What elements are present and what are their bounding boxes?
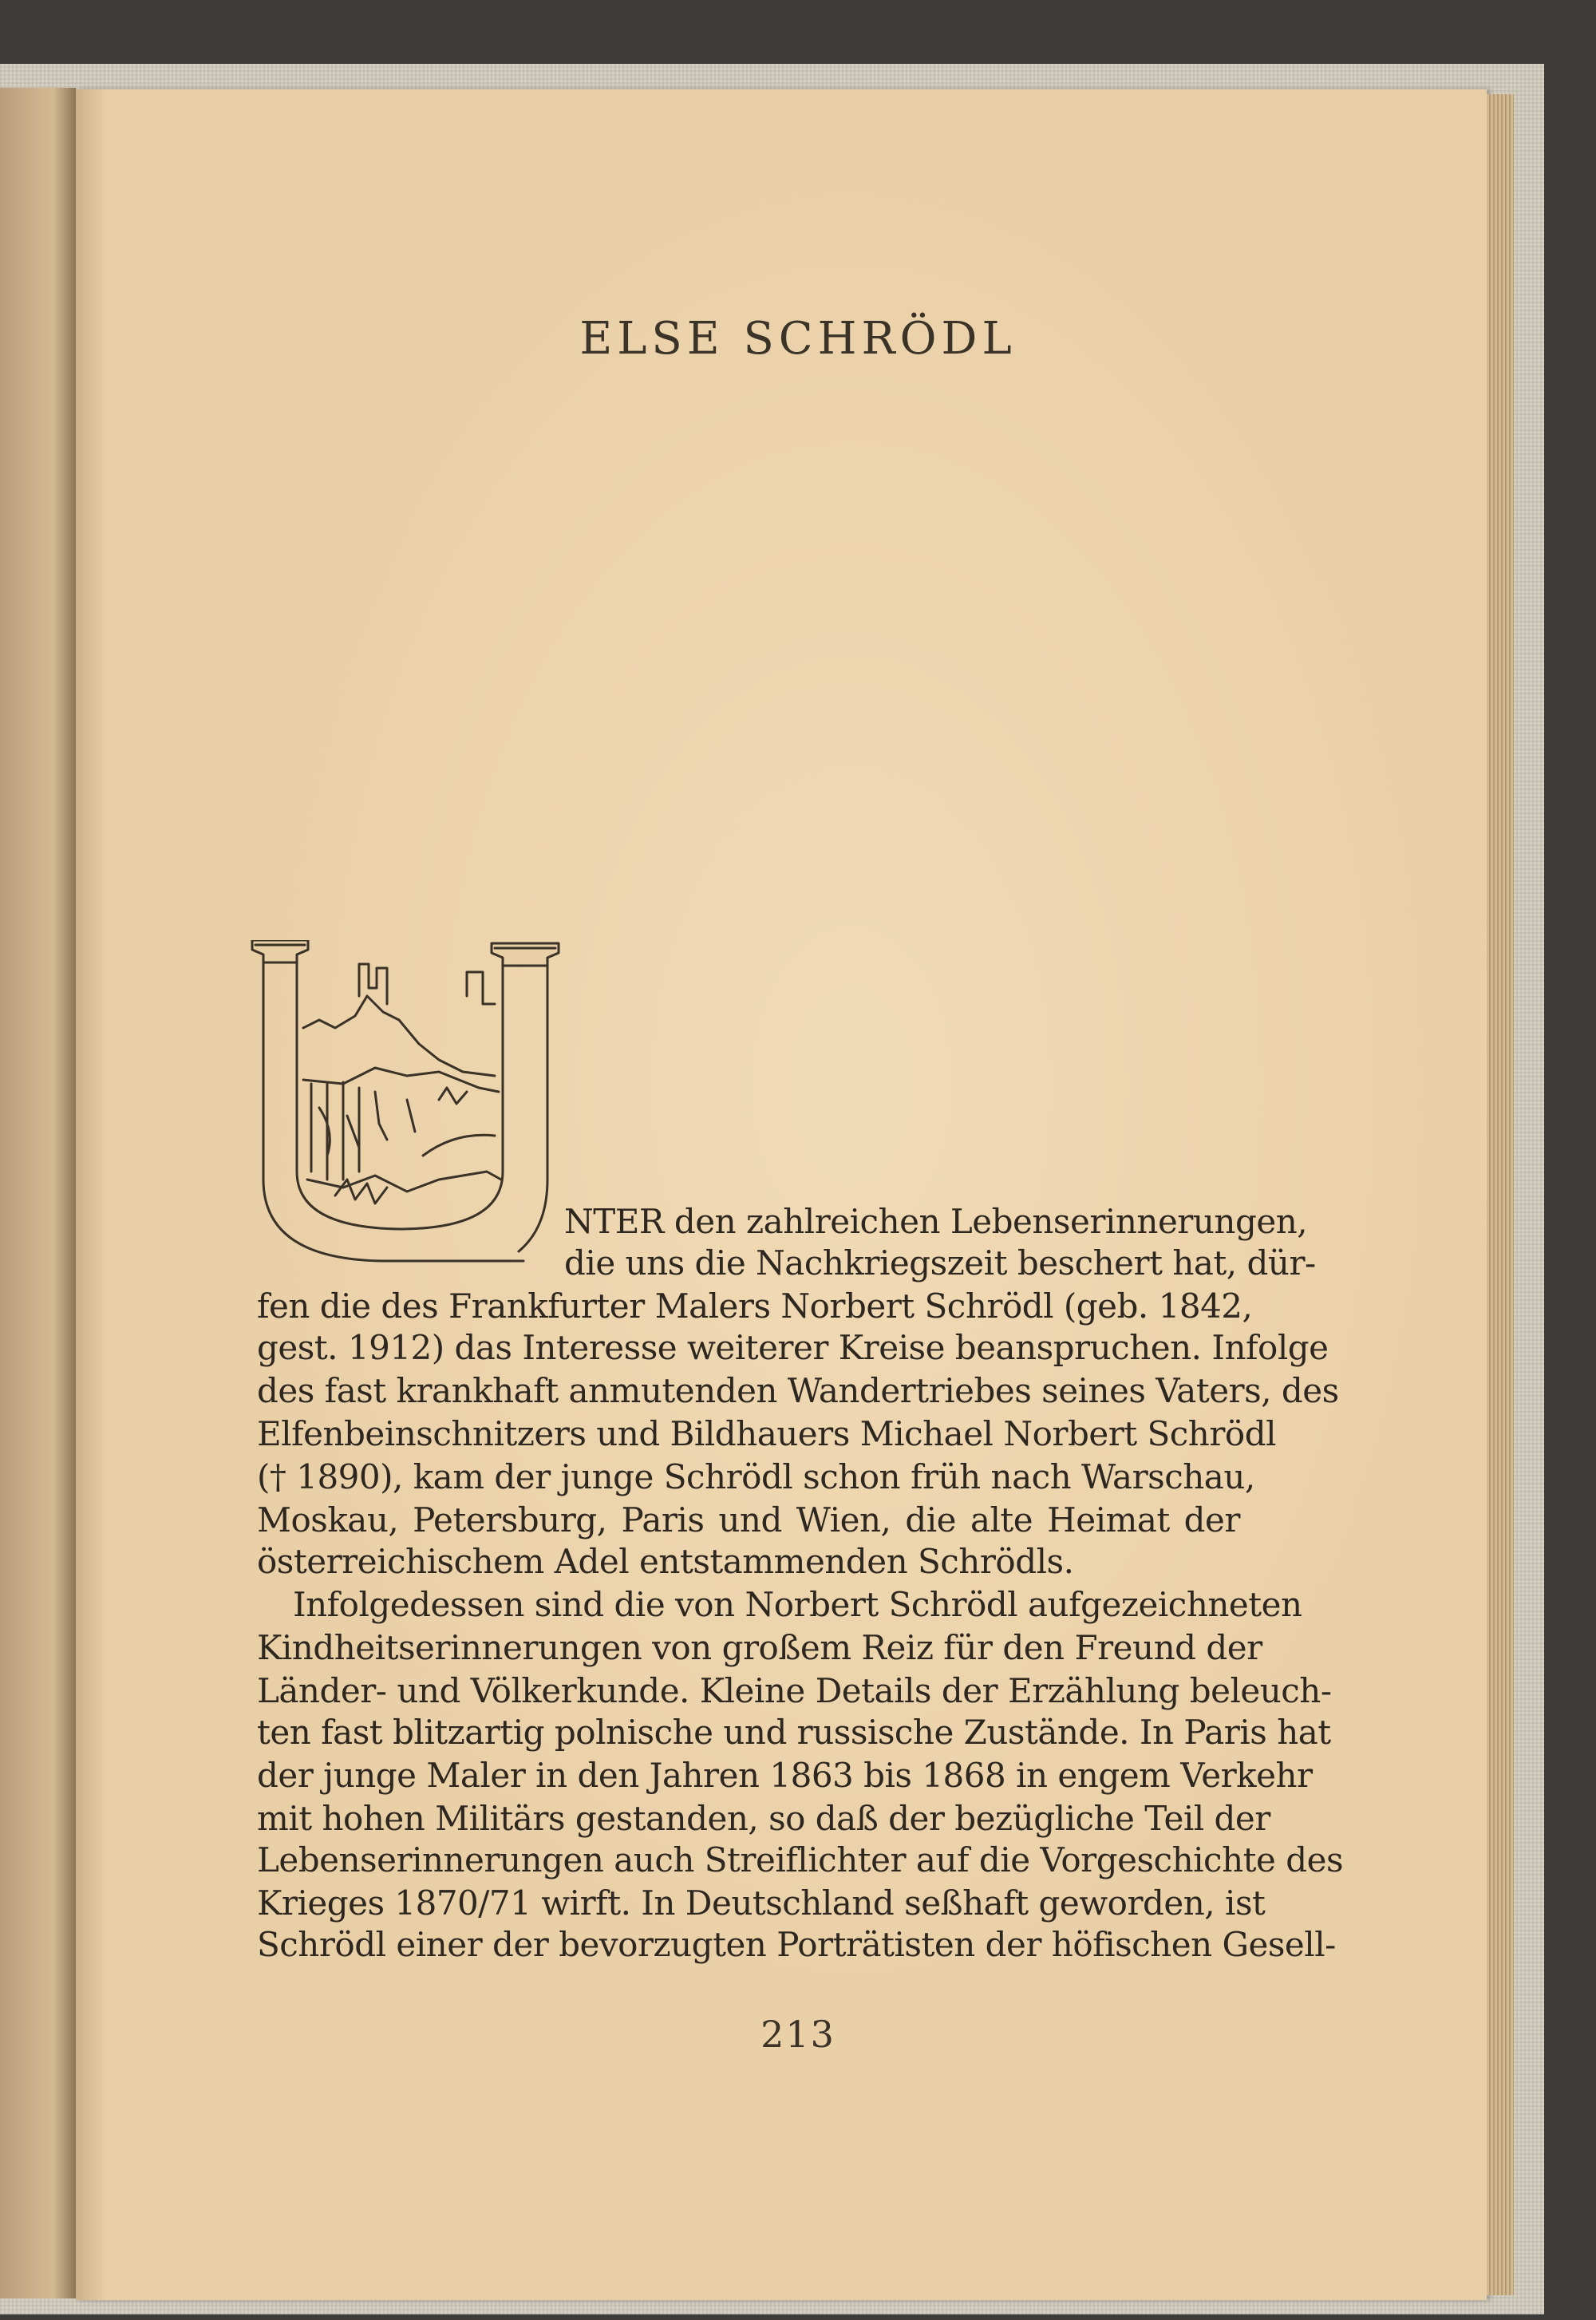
text-line: mit hohen Militärs gestanden, so daß der bezügliche Teil der	[257, 1799, 1270, 1838]
drop-cap-u-illustration	[247, 940, 567, 1267]
text-line: NTER den zahlreichen Lebenserinnerungen,	[564, 1202, 1308, 1241]
text-line: Infolgedessen sind die von Norbert Schrödl aufgezeichneten	[293, 1585, 1302, 1624]
text-line: österreichischem Adel entstammenden Schrödls.	[257, 1542, 1074, 1581]
text-line: Schrödl einer der bevorzugten Porträtisten der höfischen Gesell-	[257, 1925, 1336, 1964]
text-line: Lebenserinnerungen auch Streiflichter auf die Vorgeschichte des	[257, 1840, 1344, 1879]
text-line: Kindheitserinnerungen von großem Reiz für den Freund der	[257, 1628, 1262, 1667]
text-line: Krieges 1870/71 wirft. In Deutschland seßhaft geworden, ist	[257, 1883, 1266, 1923]
chapter-title: ELSE SCHRÖDL	[579, 313, 1017, 365]
text-line: fen die des Frankfurter Malers Norbert Schrödl (geb. 1842,	[257, 1286, 1253, 1326]
page-stack-edges	[1487, 94, 1514, 2295]
text-line: die uns die Nachkriegszeit beschert hat, dür-	[564, 1243, 1316, 1283]
text-line: († 1890), kam der junge Schrödl schon früh nach Warschau,	[257, 1457, 1255, 1496]
text-line: der junge Maler in den Jahren 1863 bis 1868 in engem Verkehr	[257, 1756, 1313, 1795]
text-line: Moskau, Petersburg, Paris und Wien, die alte Heimat der	[257, 1500, 1240, 1539]
text-line: Elfenbeinschnitzers und Bildhauers Michael Norbert Schrödl	[257, 1414, 1277, 1453]
text-line: des fast krankhaft anmutenden Wandertriebes seines Vaters, des	[257, 1371, 1339, 1410]
page-number: 213	[760, 2013, 836, 2056]
text-line: gest. 1912) das Interesse weiterer Kreise beanspruchen. Infolge	[257, 1328, 1329, 1367]
left-page-edge	[0, 88, 76, 2298]
text-line: ten fast blitzartig polnische und russische Zustände. In Paris hat	[257, 1713, 1331, 1752]
text-line: Länder- und Völkerkunde. Kleine Details der Erzählung beleuch-	[257, 1671, 1332, 1710]
